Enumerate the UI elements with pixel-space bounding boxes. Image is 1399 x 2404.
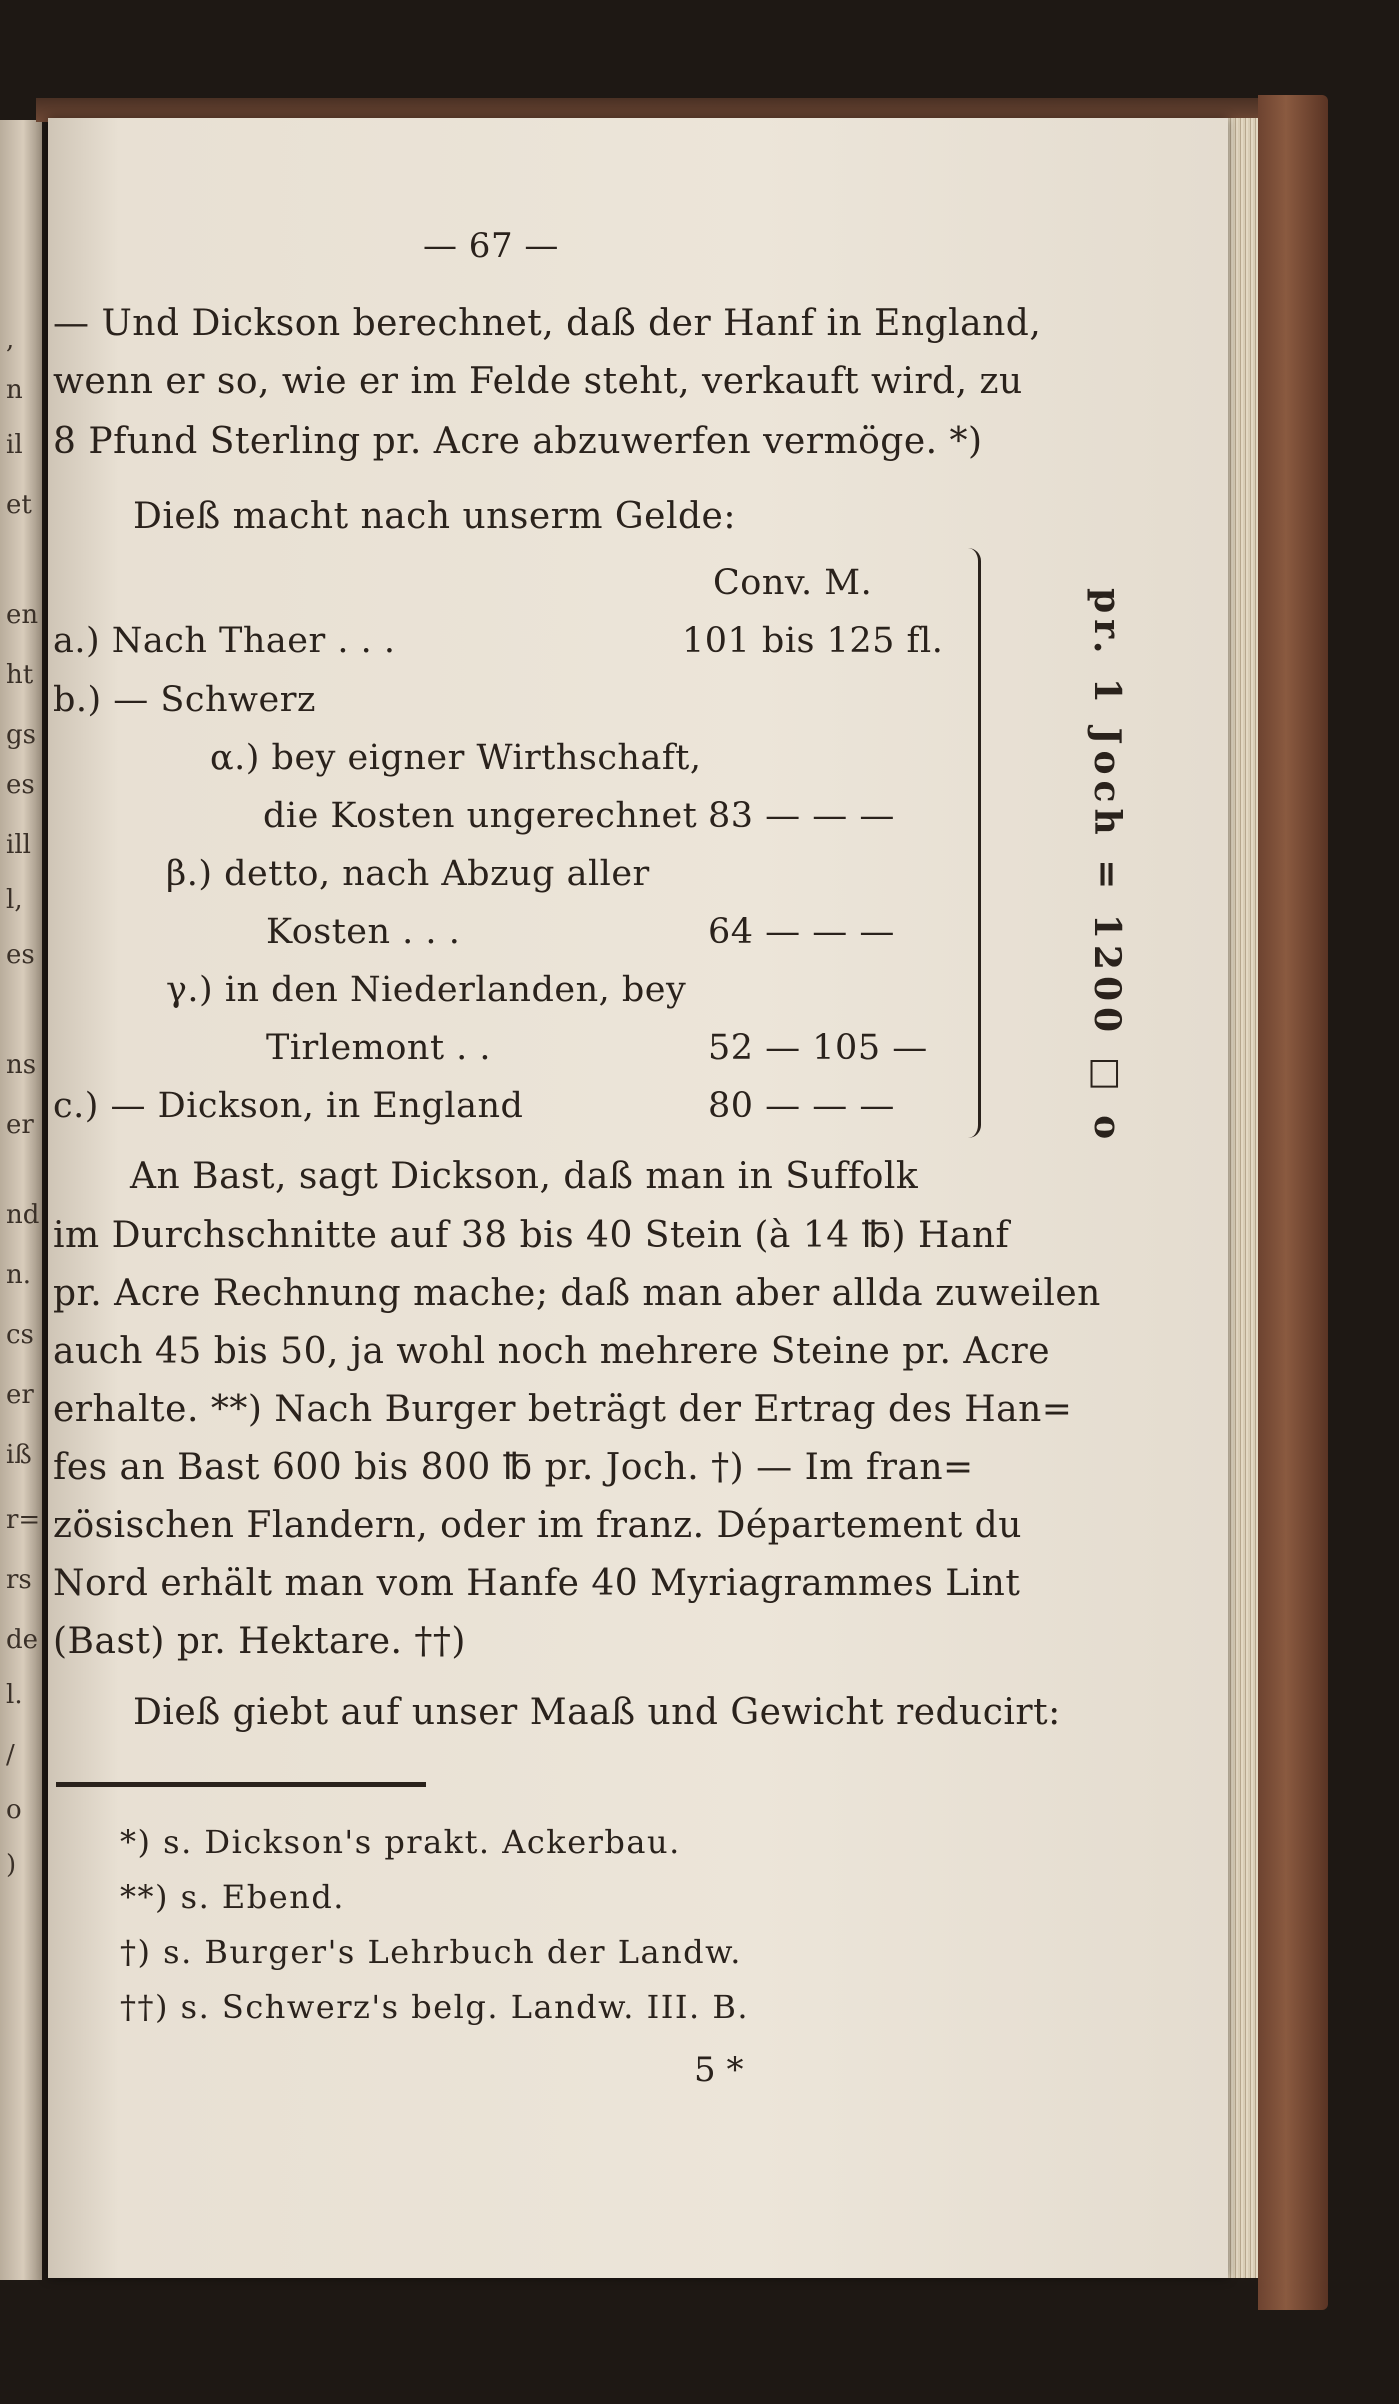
left-page-fragment: ,	[6, 325, 15, 355]
book-cover	[1258, 95, 1328, 2310]
left-page-fragment: il	[6, 430, 23, 460]
table-row-value: 80 — — —	[708, 1086, 895, 1126]
page-edges	[1228, 118, 1258, 2278]
body-line: — Und Dickson berechnet, daß der Hanf in England,	[53, 303, 1042, 344]
table-row-label: β.) detto, nach Abzug aller	[166, 854, 650, 894]
table-side-note: pr. 1 Joch = 1200 □ o	[1086, 588, 1128, 1146]
left-page-fragment: r=	[6, 1505, 41, 1535]
table-row-label: Tirlemont . .	[266, 1028, 492, 1068]
page-header: — 67 —	[423, 226, 559, 266]
table-row-label: Kosten . . .	[266, 912, 461, 952]
body-line: im Durchschnitte auf 38 bis 40 Stein (à 14 ℔) Hanf	[53, 1215, 1010, 1256]
table-row-label: b.) — Schwerz	[53, 680, 316, 720]
body-line: (Bast) pr. Hektare. ††)	[53, 1621, 466, 1662]
left-page-fragment: et	[6, 490, 32, 520]
table-row-label: α.) bey eigner Wirthschaft,	[210, 738, 702, 778]
left-page-fragment: )	[6, 1850, 17, 1880]
left-page-fragment: l.	[6, 1680, 23, 1710]
left-page-fragment: l,	[6, 885, 23, 915]
table-row-value: 83 — — —	[708, 796, 895, 836]
left-page-fragment: iß	[6, 1440, 32, 1470]
left-page-fragment: rs	[6, 1565, 32, 1595]
left-page-fragment: o	[6, 1795, 22, 1825]
left-page-fragment: gs	[6, 720, 36, 750]
left-page-fragment: es	[6, 770, 35, 800]
body-line: erhalte. **) Nach Burger beträgt der Ertrag des Han=	[53, 1389, 1073, 1430]
table-row-label: a.) Nach Thaer . . .	[53, 621, 396, 661]
body-line: zösischen Flandern, oder im franz. Département du	[53, 1505, 1022, 1546]
left-page-fragment: ill	[6, 830, 31, 860]
body-line: 8 Pfund Sterling pr. Acre abzuwerfen vermöge. *)	[53, 421, 983, 462]
body-line: pr. Acre Rechnung mache; daß man aber allda zuweilen	[53, 1273, 1101, 1314]
table-row-label: γ.) in den Niederlanden, bey	[166, 970, 687, 1010]
body-line: auch 45 bis 50, ja wohl noch mehrere Steine pr. Acre	[53, 1331, 1051, 1372]
body-line: Dieß giebt auf unser Maaß und Gewicht reducirt:	[133, 1692, 1061, 1733]
footnote: ††) s. Schwerz's belg. Landw. III. B.	[120, 1988, 750, 2026]
table-header: Conv. M.	[713, 563, 873, 603]
footnote: *) s. Dickson's prakt. Ackerbau.	[120, 1823, 681, 1861]
left-page-fragment: n.	[6, 1260, 32, 1290]
footnote: **) s. Ebend.	[120, 1878, 345, 1916]
left-page-fragment: n	[6, 375, 23, 405]
left-page-fragment: /	[6, 1740, 15, 1770]
left-page-fragment: es	[6, 940, 35, 970]
left-page-fragment: er	[6, 1380, 34, 1410]
left-page-fragment: en	[6, 600, 39, 630]
left-page-fragment: er	[6, 1110, 34, 1140]
left-page-fragment: ns	[6, 1050, 37, 1080]
table-brace	[968, 548, 981, 1138]
body-line: wenn er so, wie er im Felde steht, verkauft wird, zu	[53, 361, 1023, 402]
table-row-value: 64 — — —	[708, 912, 895, 952]
book-page	[48, 118, 1228, 2278]
table-row-label: die Kosten ungerechnet	[263, 796, 698, 836]
previous-page-edge	[0, 120, 42, 2280]
body-line: Dieß macht nach unserm Gelde:	[133, 496, 736, 537]
footnote: †) s. Burger's Lehrbuch der Landw.	[120, 1933, 742, 1971]
table-row-value: 52 — 105 —	[708, 1028, 928, 1068]
body-line: fes an Bast 600 bis 800 ℔ pr. Joch. †) — Im fran=	[53, 1447, 974, 1488]
table-row-value: 101 bis 125 fl.	[682, 621, 944, 661]
left-page-fragment: nd	[6, 1200, 40, 1230]
footnote-rule	[56, 1782, 426, 1787]
page-text	[48, 118, 1228, 2278]
left-page-fragment: de	[6, 1625, 39, 1655]
table-row-label: c.) — Dickson, in England	[53, 1086, 524, 1126]
left-page-fragment: cs	[6, 1320, 34, 1350]
body-line: An Bast, sagt Dickson, daß man in Suffolk	[130, 1156, 919, 1197]
left-page-fragment: ht	[6, 660, 34, 690]
signature-mark: 5 *	[694, 2050, 744, 2090]
body-line: Nord erhält man vom Hanfe 40 Myriagrammes Lint	[53, 1563, 1021, 1604]
